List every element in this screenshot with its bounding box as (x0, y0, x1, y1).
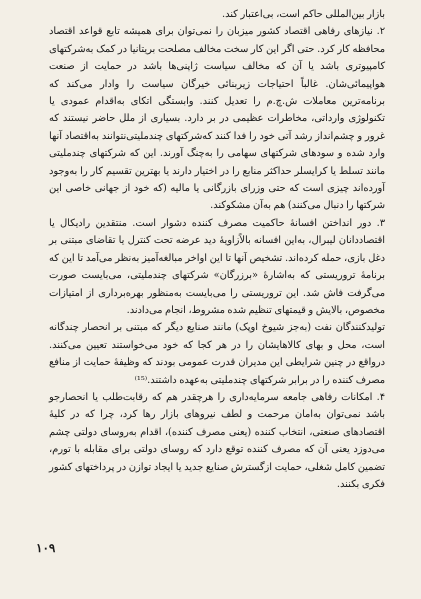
page-body-text (49, 6, 385, 493)
page-number: ۱۰۹ (36, 541, 56, 555)
paragraph-oil-producers: تولیدکنندگان نفت (به‌جز شیوخ اوپک) مانند صنایع دیگر که مبتنی بر انحصار چندگانه است، محل و بهای کالاهایشان را در هر کجا که خود می‌خواستند تعیین می‌کنند. درواقع در چنین شرایطی این مدیران قدرت عمومی بودند که وظیفهٔ حمایت از منافع مصرف کننده را در برابر شرکتهای چندملیتی به‌عهده داشتند.⁽¹⁵⁾ (49, 322, 385, 386)
paragraph-point-4: ۴. امکانات رفاهی جامعه سرمایه‌داری را هرچقدر هم که رقابت‌طلب یا انحصارجو باشد نمی‌توان به‌امان مرحمت و لطف نیروهای بازار رها کرد، چرا که در کلیهٔ اقتصادهای صنعتی، انتخاب کننده (یعنی مصرف کننده)، اقدام به‌روسای دولتی چشم می‌دوزد یعنی آن که مصرف کننده توقع دارد که روسای دولتی برای مقابله با تورم، تضمین کامل شغلی، حمایت ازگسترش صنایع جدید یا ایجاد توازن در پرداختهای کشور فکری بکنند. (49, 391, 385, 490)
paragraph-continuation: بازار بین‌المللی حاکم است، بی‌اعتبار کند. (221, 9, 385, 20)
paragraph-point-2: ۲. نیازهای رفاهی اقتصاد کشور میزبان را نمی‌توان برای همیشه تابع قواعد اقتصاد محافظه کار کرد. حتی اگر این کار سخت مخالف مصلحت بریتانیا در کمک به‌شرکتهای کامپیوتری باشد یا آن که مخالف سیاست ژاپنی‌ها باشد در حمایت از صنعت هواپیمائی‌شان. غالباً احتیاجات زیربنائی خیرگان سیاست را وادار می‌کند که برنامه‌ترین معاملات ش.چ.م را تعدیل کنند. وابستگی اتکای به‌اقدام عمودی یا تکنولوژی وارداتی، مخاطرات عظیمی در بر دارد. بسیاری از ملل حاضر نیستند که غرور و چشم‌انداز رشد آتی خود را فدا کنند که‌شرکتهای چندملیتی‌نتوانند به‌اقتصاد آنها وارد شده و سودهای شرکتهای سهامی را به‌چنگ آورند. این که شرکتهای چندملیتی مانند تسلط یا کرایسلر حداکثر منابع را در اختیار دارند یا بهترین تقسیم کار را به‌وجود آورده‌اند چیزی است که حتی وزرای بازرگانی یا مالیه (که خود از جهانی خاصی این شرکتها را دنبال می‌کنند) هم به‌آن مشکوکند. (49, 26, 385, 212)
paragraph-point-3: ۳. دور انداختن افسانهٔ حاکمیت مصرف کننده دشوار است. منتقدین رادیکال یا اقتصاددانان لیبرال، به‌این افسانه بالاًزاویهٔ دید عرضه تحت کنترل یا تقاضای مبتنی بر دغل بازی، حمله کرده‌اند. تشخیص آنها تا این اواخر مبالغه‌آمیز به‌نظر می‌آمد تا این که برنامهٔ تروریستی که به‌اشارهٔ «برزرگان» شرکتهای چندملیتی، می‌بایست صورت می‌گرفت فاش شد. این تروریستی را می‌بایست به‌منظور بهره‌برداری از امتیازات مخصوص، بالایش و قیمتهای تنظیم شده مشروط، انجام می‌دادند. (49, 217, 385, 316)
